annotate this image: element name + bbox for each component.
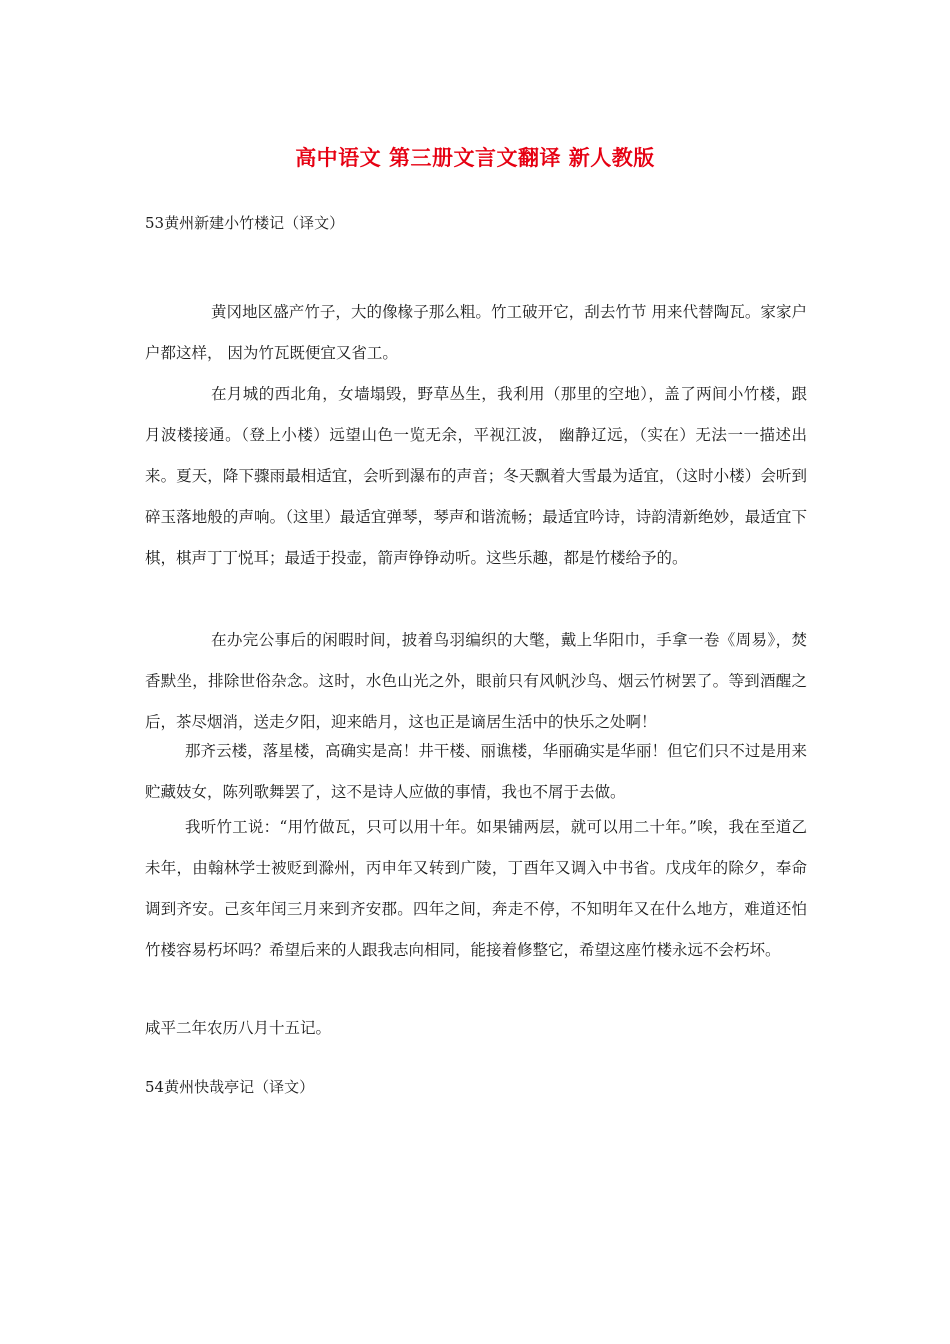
section-heading-54: 54黄州快哉亭记（译文） xyxy=(145,1078,315,1096)
section-heading-53: 53黄州新建小竹楼记（译文） xyxy=(145,214,345,232)
paragraph-3: 在办完公事后的闲暇时间，披着鸟羽编织的大氅，戴上华阳巾，手拿一卷《周易》，焚香默坐，排除世俗杂念。这时，水色山光之外，眼前只有风帆沙鸟、烟云竹树罢了。等到酒醒之后，茶尽烟消，送走夕阳，迎来皓月，这也正是谪居生活中的快乐之处啊！ xyxy=(145,631,807,731)
paragraph-5: 我听竹工说：“用竹做瓦，只可以用十年。如果铺两层，就可以用二十年。”唉，我在至道乙未年，由翰林学士被贬到滁州，丙申年又转到广陵，丁酉年又调入中书省。戊戌年的除夕，奉命调到齐安。己亥年闰三月来到齐安郡。四年之间，奔走不停，不知明年又在什么地方，难道还怕竹楼容易朽坏吗？希望后来的人跟我志向相同，能接着修整它，希望这座竹楼永远不会朽坏。 xyxy=(145,818,807,959)
document-title: 高中语文 第三册文言文翻译 新人教版 xyxy=(295,146,655,170)
closing-date-note: 咸平二年农历八月十五记。 xyxy=(145,1019,332,1037)
paragraph-2: 在月城的西北角，女墙塌毁，野草丛生，我利用（那里的空地），盖了两间小竹楼，跟月波楼接通。（登上小楼）远望山色一览无余，平视江波， 幽静辽远，（实在）无法一一描述出来。夏天，降下骤雨最相适宜，会听到瀑布的声音；冬天飘着大雪最为适宜，（这时小楼）会听到碎玉落地般的声响。（这里）最适宜弹琴，琴声和谐流畅；最适宜吟诗，诗韵清新绝妙，最适宜下棋，棋声丁丁悦耳；最适于投壶，箭声铮铮动听。这些乐趣，都是竹楼给予的。 xyxy=(145,385,807,567)
paragraph-4: 那齐云楼，落星楼，高确实是高！井干楼、丽谯楼，华丽确实是华丽！但它们只不过是用来贮藏妓女，陈列歌舞罢了，这不是诗人应做的事情，我也不屑于去做。 xyxy=(145,742,807,801)
paragraph-1: 黄冈地区盛产竹子，大的像椽子那么粗。竹工破开它，刮去竹节 用来代替陶瓦。家家户户都这样， 因为竹瓦既便宜又省工。 xyxy=(145,303,807,362)
